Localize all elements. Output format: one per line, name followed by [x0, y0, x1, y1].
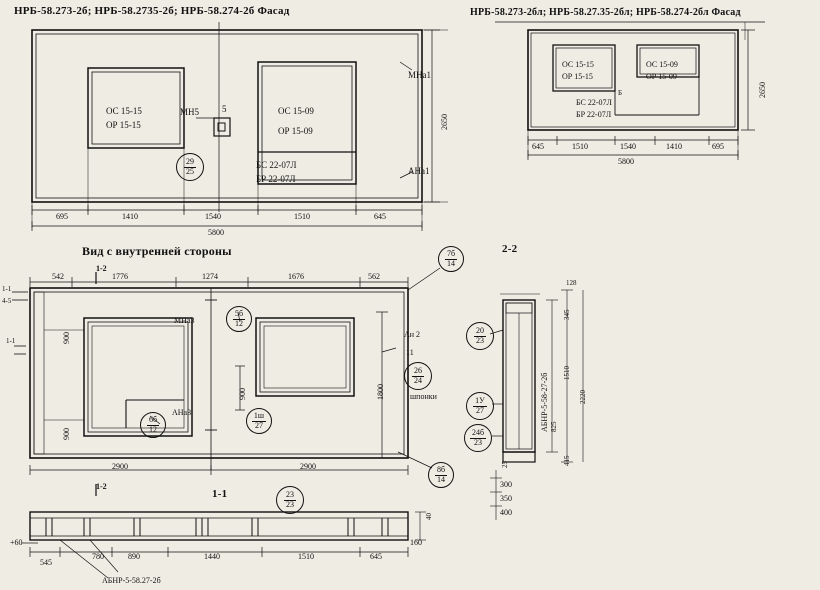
balloon-24b-23-bottom: 23	[474, 437, 482, 447]
balloon-6b-12-bottom: 12	[149, 424, 157, 434]
balloon-26-24-bottom: 24	[414, 375, 422, 385]
balloon-20-23-bottom: 23	[476, 335, 484, 345]
balloon-7b-14-top: 7б	[446, 249, 456, 258]
facade-right-opening-1-line2: ОР 15-15	[106, 120, 141, 130]
balloon-5b-12-top: 5б	[234, 309, 244, 318]
title-section-2-2: 2-2	[502, 243, 518, 255]
dim-iv-inner-0: 900	[62, 332, 71, 344]
facade-left-opening-0-line2: ОР 15-09	[646, 72, 677, 81]
balloon-1sh-27-bottom: 27	[255, 420, 263, 430]
dim-fr-height: 2650	[440, 114, 449, 130]
dim-11-4: 1510	[298, 552, 314, 561]
title-left-facade: НРБ-58.273-2б; НРБ-58.2735-2б; НРБ-58.274-2б Фасад	[14, 5, 290, 17]
facade-left-door-line2: БР 22-07Л	[576, 110, 612, 119]
mark-aha3: АНа3	[172, 408, 192, 417]
section-mark-1-2-bottom: 1-2	[96, 482, 107, 491]
dim-22-6: 25	[501, 461, 509, 468]
facade-left-opening-0-line1: ОС 15-09	[646, 60, 678, 69]
dim-11-0: 545	[40, 558, 52, 567]
dim-iv-inner-1: 900	[62, 428, 71, 440]
dim-22-1: 345	[563, 309, 571, 320]
section-2-2-label: АБНР-5-58-27-2б	[540, 372, 549, 432]
dim-22-3: 2220	[579, 390, 587, 404]
balloon-1sh-27	[246, 408, 272, 434]
dim-fl-total: 5800	[618, 157, 634, 166]
dim-iv-inner-2: 900	[238, 388, 247, 400]
balloon-1u-27-bottom: 27	[476, 405, 484, 415]
facade-right-opening-0-line2: ОР 15-09	[278, 126, 313, 136]
balloon-5b-12	[226, 306, 252, 332]
dim-22-l2: 400	[500, 508, 512, 517]
dim-iv-height: 1800	[376, 384, 385, 400]
section-mark-4-5: 4-5	[2, 297, 12, 305]
balloon-29-25-top: 29	[186, 157, 194, 166]
dim-fr-1: 1410	[122, 212, 138, 221]
balloon-1u-27-top: 1У	[475, 396, 485, 405]
dim-fl-height: 2650	[758, 82, 767, 98]
leader-label-abnr: АБНР-5-58.27-2б	[102, 576, 161, 585]
dim-11-r0: 160	[410, 538, 422, 547]
dim-iv-b0: 2900	[112, 462, 128, 471]
balloon-5b-12-bottom: 12	[235, 318, 243, 328]
balloon-23-23-top: 23	[286, 490, 294, 499]
facade-left-opening-1-line1: ОС 15-15	[562, 60, 594, 69]
balloon-1sh-27-top: 1ш	[253, 411, 265, 420]
balloon-26-24	[404, 362, 432, 390]
mark-mha1: МНа1	[408, 70, 431, 80]
mark-plus-60: +60	[10, 538, 23, 547]
dim-22-4: 825	[550, 421, 558, 432]
mark-5: 5	[222, 104, 227, 114]
facade-right-door-line1: БС 22-07Л	[256, 160, 297, 170]
facade-right-opening-0-line1: ОС 15-09	[278, 106, 314, 116]
dim-fl-2: 1540	[620, 142, 636, 151]
facade-left-door-line1: БС 22-07Л	[576, 98, 612, 107]
facade-left-mark: Б	[618, 89, 623, 97]
balloon-7b-14	[438, 246, 464, 272]
dim-11-3: 1440	[204, 552, 220, 561]
title-right-facade: НРБ-58.273-2бл; НРБ-58.27.35-2бл; НРБ-58.274-2бл Фасад	[470, 7, 741, 18]
dim-11-2: 890	[128, 552, 140, 561]
dim-iv-2: 1274	[202, 272, 218, 281]
balloon-26-24-top: 26	[414, 366, 422, 375]
dim-iv-0: 542	[52, 272, 64, 281]
label-shponki: шпонки	[410, 392, 437, 401]
dim-22-0: 128	[566, 279, 577, 287]
balloon-8b-14	[428, 462, 454, 488]
balloon-7b-14-bottom: 14	[447, 258, 455, 268]
dim-fr-total: 5800	[208, 228, 224, 237]
dim-fr-2: 1540	[205, 212, 221, 221]
dim-fr-3: 1510	[294, 212, 310, 221]
section-mark-1-1: 1-1	[2, 285, 12, 293]
balloon-20-23	[466, 322, 494, 350]
dim-22-l1: 350	[500, 494, 512, 503]
balloon-29-25	[176, 153, 204, 181]
balloon-24b-23	[464, 424, 492, 452]
dim-11-r1: 40	[425, 513, 433, 520]
dim-fl-0: 645	[532, 142, 544, 151]
dim-11-5: 645	[370, 552, 382, 561]
dim-fr-4: 645	[374, 212, 386, 221]
dim-iv-1: 1776	[112, 272, 128, 281]
facade-right-door-line2: БР 22-07Л	[256, 174, 296, 184]
mark-mha3: МНа3	[174, 316, 195, 325]
facade-left-opening-1-line2: ОР 15-15	[562, 72, 593, 81]
balloon-23-23	[276, 486, 304, 514]
dim-fr-0: 695	[56, 212, 68, 221]
balloon-29-25-bottom: 25	[186, 166, 194, 176]
title-section-1-1: 1-1	[212, 488, 228, 500]
balloon-20-23-top: 20	[476, 326, 484, 335]
mark-mh5: МН5	[180, 107, 200, 117]
dim-fl-3: 1410	[666, 142, 682, 151]
dim-22-2: 1510	[563, 366, 571, 380]
dim-fl-1: 1510	[572, 142, 588, 151]
facade-right-opening-1-line1: ОС 15-15	[106, 106, 142, 116]
title-inner-view: Вид с внутренней стороны	[82, 244, 232, 258]
balloon-6b-12	[140, 412, 166, 438]
dim-iv-4: 562	[368, 272, 380, 281]
balloon-23-23-bottom: 23	[286, 499, 294, 509]
section-mark-1-1-lower: 1-1	[6, 337, 16, 345]
mark-an2: Ан 2	[404, 330, 421, 339]
dim-iv-b1: 2900	[300, 462, 316, 471]
dim-22-l0: 300	[500, 480, 512, 489]
dim-11-1: 780	[92, 552, 104, 561]
dim-iv-3: 1676	[288, 272, 304, 281]
balloon-1u-27	[466, 392, 494, 420]
dim-fl-4: 695	[712, 142, 724, 151]
mark-aha1: АНа1	[408, 166, 430, 176]
balloon-8b-14-bottom: 14	[437, 474, 445, 484]
balloon-24b-23-top: 24б	[471, 428, 485, 437]
mark-11: 11	[406, 348, 414, 357]
balloon-8b-14-top: 8б	[436, 465, 446, 474]
dim-22-5: 415	[563, 455, 571, 466]
balloon-6b-12-top: 6б	[148, 415, 158, 424]
section-mark-1-2-top: 1-2	[96, 264, 107, 273]
